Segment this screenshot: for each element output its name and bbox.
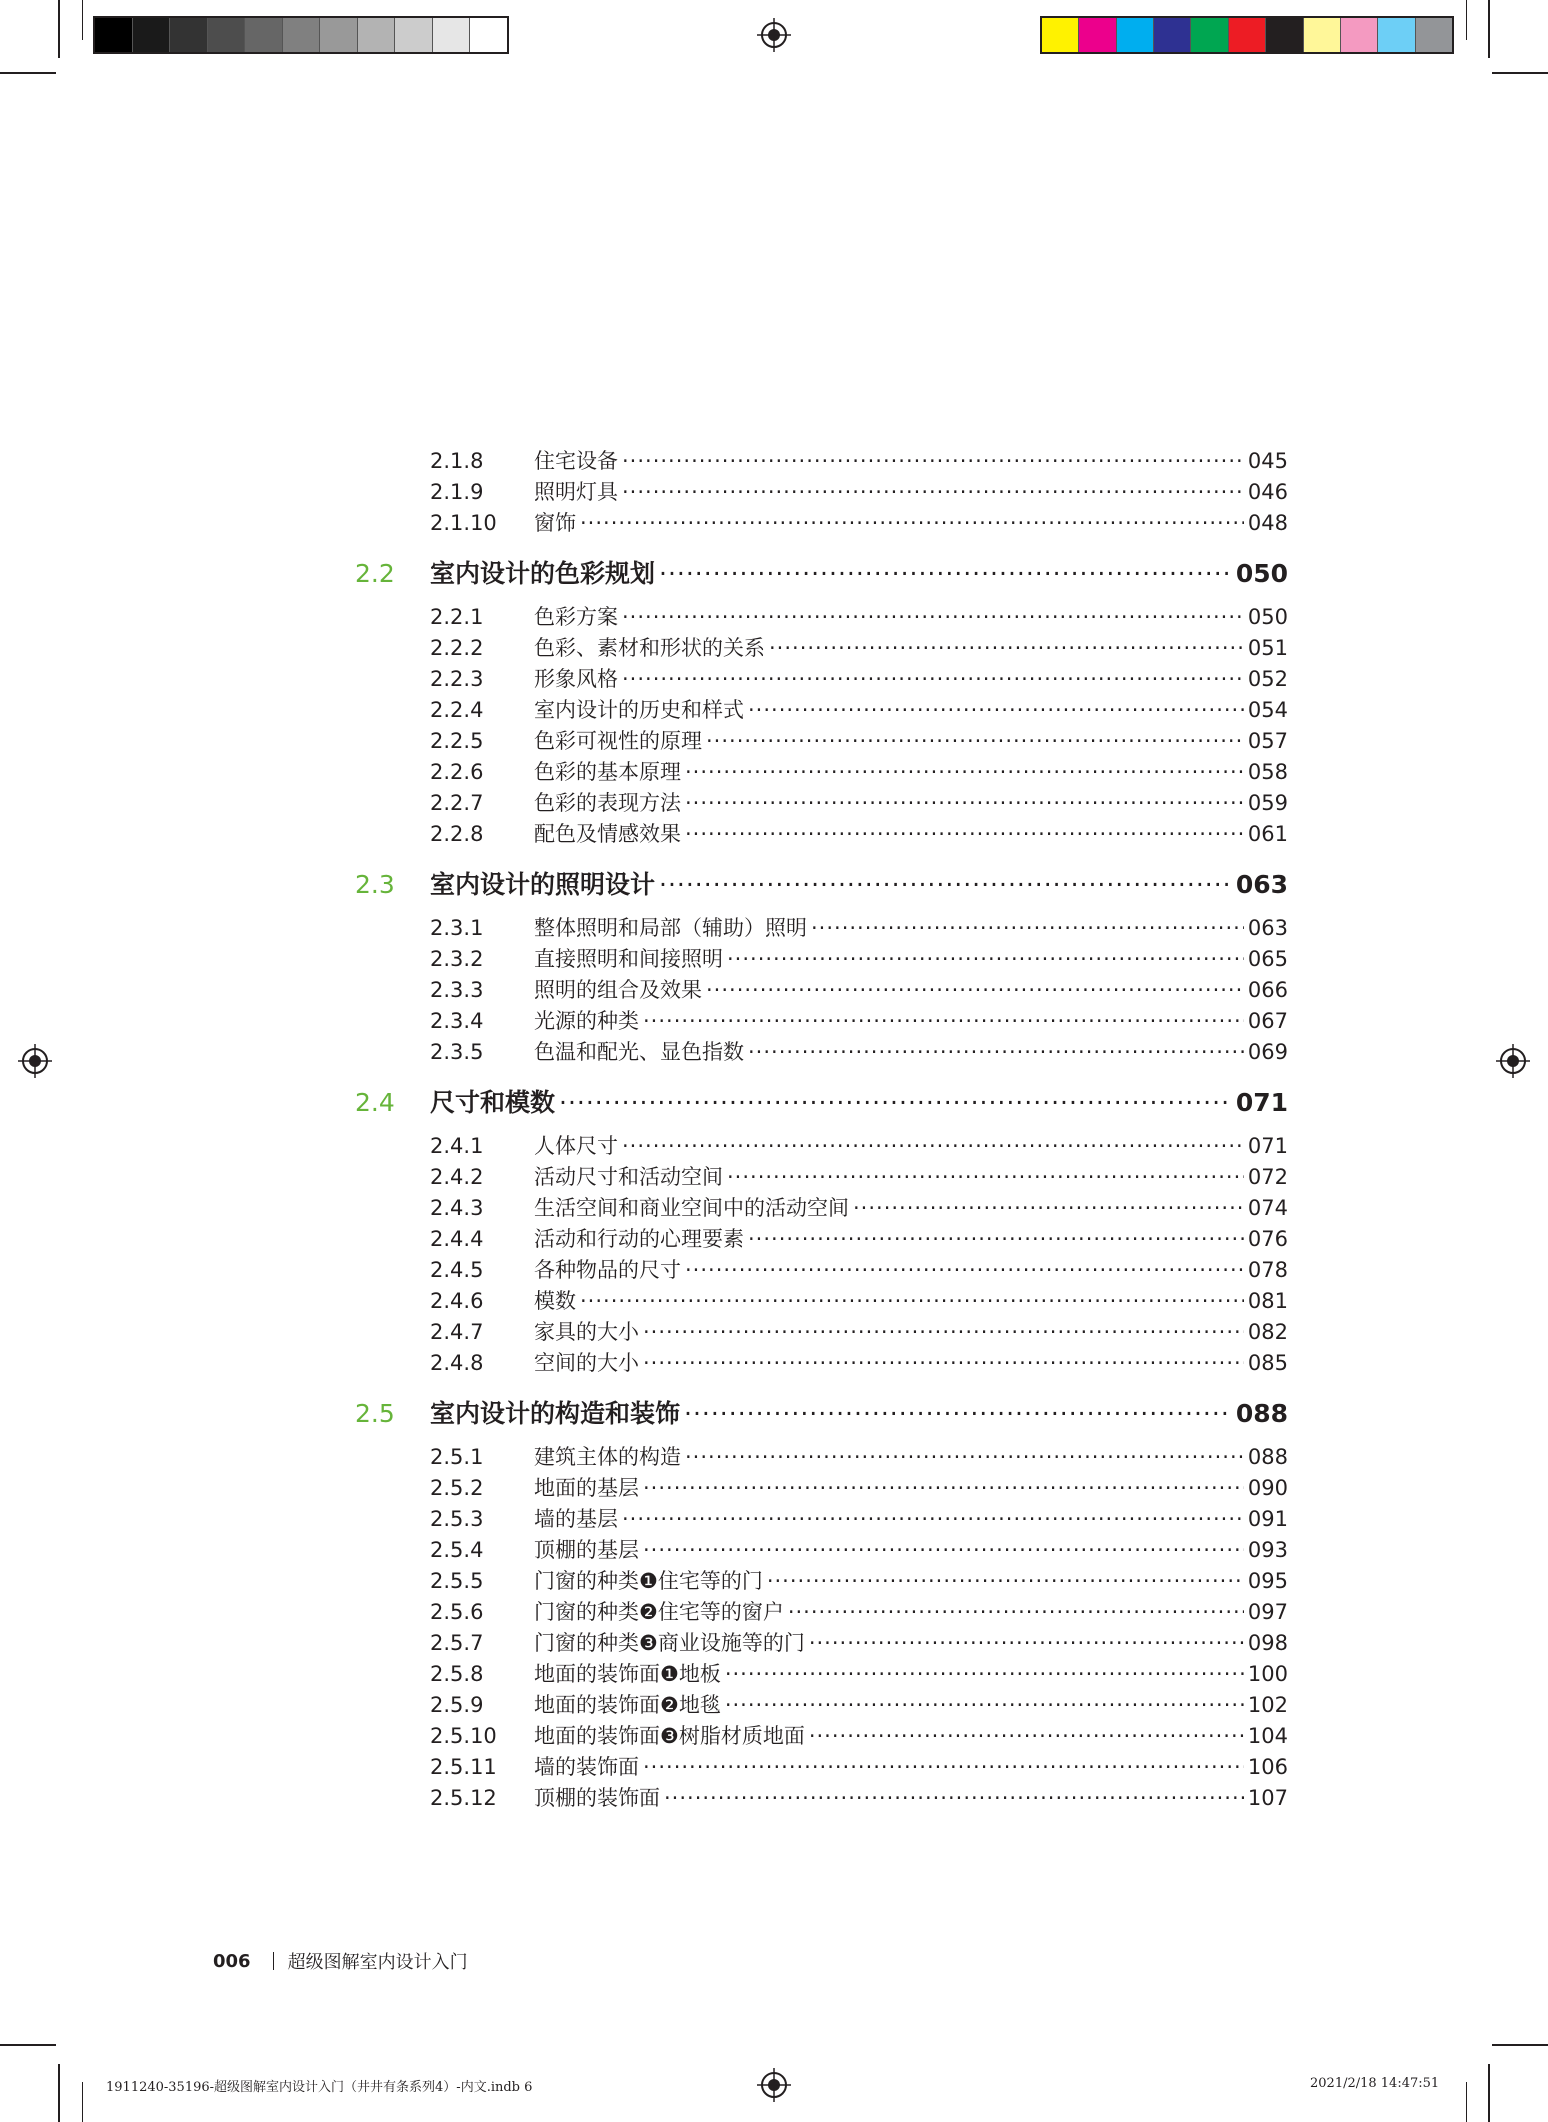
registration-mark-left-icon <box>18 1044 52 1078</box>
toc-entry-title: 地面的装饰面❶地板 <box>534 1662 721 1686</box>
toc-entry-number: 2.5.12 <box>430 1786 497 1810</box>
toc-page-number: 065 <box>1247 947 1288 971</box>
toc-entry-row <box>430 975 1288 1006</box>
toc-leader-dots <box>706 975 1244 1006</box>
toc-entry-title: 色彩的基本原理 <box>534 760 681 784</box>
toc-entry-number: 2.5.11 <box>430 1755 497 1779</box>
gray-swatch <box>208 18 246 52</box>
toc-leader-dots <box>767 1566 1244 1597</box>
gray-swatch <box>245 18 283 52</box>
toc-entry-number: 2.2.6 <box>430 760 484 784</box>
toc-page-number: 057 <box>1247 729 1288 753</box>
toc-entry-title: 色彩可视性的原理 <box>534 729 702 753</box>
gray-swatch <box>95 18 133 52</box>
toc-entry-row <box>430 1690 1288 1721</box>
registration-mark-right-icon <box>1496 1044 1530 1078</box>
toc-entry-title: 配色及情感效果 <box>534 822 681 846</box>
toc-leader-dots <box>685 1255 1244 1286</box>
toc-page-number: 054 <box>1247 698 1288 722</box>
toc-entry-title: 墙的基层 <box>534 1507 618 1531</box>
toc-entry-title: 空间的大小 <box>534 1351 639 1375</box>
toc-entry-title: 生活空间和商业空间中的活动空间 <box>534 1196 849 1220</box>
toc-entry-number: 2.5.1 <box>430 1445 484 1469</box>
toc-page-number: 074 <box>1247 1196 1288 1220</box>
toc-entry-number: 2.2.8 <box>430 822 484 846</box>
toc-page-number: 069 <box>1247 1040 1288 1064</box>
toc-entry-number: 2.4.3 <box>430 1196 484 1220</box>
toc-page-number: 095 <box>1247 1569 1288 1593</box>
toc-entry-title: 色彩、素材和形状的关系 <box>534 636 765 660</box>
toc-leader-dots <box>580 1286 1244 1317</box>
toc-page-number: 046 <box>1247 480 1288 504</box>
toc-page-number: 093 <box>1247 1538 1288 1562</box>
color-swatch <box>1117 18 1154 52</box>
toc-entry-title: 照明的组合及效果 <box>534 978 702 1002</box>
toc-page-number: 045 <box>1247 449 1288 473</box>
toc-leader-dots <box>559 1083 1232 1123</box>
toc-leader-dots <box>788 1597 1244 1628</box>
toc-entry-title: 建筑主体的构造 <box>534 1445 681 1469</box>
toc-section-row <box>355 554 1288 594</box>
toc-entry-row <box>430 602 1288 633</box>
toc-page-number: 107 <box>1247 1786 1288 1810</box>
toc-leader-dots <box>643 1348 1244 1379</box>
gray-swatch <box>358 18 396 52</box>
toc-page-number: 091 <box>1247 1507 1288 1531</box>
gray-swatch <box>283 18 321 52</box>
toc-entry-title: 顶棚的装饰面 <box>534 1786 660 1810</box>
toc-entry-row <box>430 508 1288 539</box>
toc-entry-number: 2.3.3 <box>430 978 484 1002</box>
toc-entry-number: 2.1.8 <box>430 449 484 473</box>
footer-page-number: 006 <box>213 1950 251 1972</box>
toc-entry-number: 2.3.2 <box>430 947 484 971</box>
toc-page-number: 050 <box>1235 559 1288 588</box>
toc-leader-dots <box>706 726 1244 757</box>
toc-entry-number: 2.4.8 <box>430 1351 484 1375</box>
toc-leader-dots <box>643 1006 1244 1037</box>
toc-entry-title: 直接照明和间接照明 <box>534 947 723 971</box>
toc-entry-row <box>430 1721 1288 1752</box>
toc-entry-number: 2.1.9 <box>430 480 484 504</box>
footer-divider <box>273 1952 274 1970</box>
toc-page-number: 066 <box>1247 978 1288 1002</box>
toc-leader-dots <box>748 1224 1244 1255</box>
footer-book-title: 超级图解室内设计入门 <box>287 1952 468 1973</box>
toc-entry-row <box>430 477 1288 508</box>
grayscale-color-bar <box>93 16 509 54</box>
toc-entry-number: 2.5.2 <box>430 1476 484 1500</box>
toc-page-number: 100 <box>1247 1662 1288 1686</box>
toc-entry-title: 窗饰 <box>534 511 576 535</box>
toc-section-number: 2.4 <box>355 1088 395 1117</box>
toc-entry-number: 2.2.4 <box>430 698 484 722</box>
toc-entry-number: 2.5.10 <box>430 1724 497 1748</box>
toc-entry-row <box>430 913 1288 944</box>
toc-page-number: 067 <box>1247 1009 1288 1033</box>
toc-entry-row <box>430 1037 1288 1068</box>
toc-entry-row <box>430 788 1288 819</box>
color-swatch <box>1341 18 1378 52</box>
toc-entry-row <box>430 1131 1288 1162</box>
toc-leader-dots <box>622 602 1244 633</box>
toc-entry-number: 2.4.5 <box>430 1258 484 1282</box>
process-color-bar <box>1040 16 1454 54</box>
slug-file-name: 1911240-35196-超级图解室内设计入门（井井有条系列4）-内文.indb 6 <box>106 2080 533 2095</box>
color-swatch <box>1191 18 1228 52</box>
slug-datetime: 2021/2/18 14:47:51 <box>1310 2076 1440 2091</box>
toc-entry-title: 门窗的种类❷住宅等的窗户 <box>534 1600 784 1624</box>
toc-entry-title: 各种物品的尺寸 <box>534 1258 681 1282</box>
gray-swatch <box>395 18 433 52</box>
toc-entry-number: 2.5.6 <box>430 1600 484 1624</box>
toc-leader-dots <box>853 1193 1244 1224</box>
toc-leader-dots <box>643 1752 1244 1783</box>
toc-entry-row <box>430 1628 1288 1659</box>
color-swatch <box>1378 18 1415 52</box>
toc-entry-row <box>430 695 1288 726</box>
toc-entry-row <box>430 726 1288 757</box>
color-swatch <box>1304 18 1341 52</box>
toc-leader-dots <box>622 477 1244 508</box>
toc-leader-dots <box>622 1504 1244 1535</box>
toc-page-number: 051 <box>1247 636 1288 660</box>
toc-entry-number: 2.5.3 <box>430 1507 484 1531</box>
toc-entry-title: 光源的种类 <box>534 1009 639 1033</box>
toc-entry-number: 2.5.7 <box>430 1631 484 1655</box>
toc-page-number: 063 <box>1247 916 1288 940</box>
toc-leader-dots <box>643 1317 1244 1348</box>
toc-leader-dots <box>659 554 1232 594</box>
toc-section-number: 2.2 <box>355 559 395 588</box>
toc-leader-dots <box>622 664 1244 695</box>
toc-entry-number: 2.5.5 <box>430 1569 484 1593</box>
toc-entry-number: 2.2.5 <box>430 729 484 753</box>
toc-entry-row <box>430 1224 1288 1255</box>
toc-entry-row <box>430 1255 1288 1286</box>
toc-entry-number: 2.4.7 <box>430 1320 484 1344</box>
toc-entry-title: 地面的装饰面❸树脂材质地面 <box>534 1724 805 1748</box>
toc-page-number: 059 <box>1247 791 1288 815</box>
toc-entry-title: 地面的基层 <box>534 1476 639 1500</box>
toc-leader-dots <box>727 944 1244 975</box>
toc-section-title: 室内设计的色彩规划 <box>430 559 656 588</box>
toc-page-number: 063 <box>1235 870 1288 899</box>
toc-entry-number: 2.2.7 <box>430 791 484 815</box>
toc-entry-row <box>430 1659 1288 1690</box>
toc-entry-title: 照明灯具 <box>534 480 618 504</box>
color-swatch <box>1042 18 1079 52</box>
toc-entry-title: 地面的装饰面❷地毯 <box>534 1693 721 1717</box>
gray-swatch <box>133 18 171 52</box>
toc-page-number: 058 <box>1247 760 1288 784</box>
toc-leader-dots <box>685 819 1244 850</box>
toc-section-title: 室内设计的构造和装饰 <box>430 1399 681 1428</box>
toc-section-row <box>355 1083 1288 1123</box>
toc-entry-title: 整体照明和局部（辅助）照明 <box>534 916 807 940</box>
toc-leader-dots <box>684 1394 1232 1434</box>
toc-page-number: 050 <box>1247 605 1288 629</box>
toc-entry-number: 2.4.2 <box>430 1165 484 1189</box>
toc-entry-row <box>430 819 1288 850</box>
toc-page-number: 097 <box>1247 1600 1288 1624</box>
toc-leader-dots <box>685 757 1244 788</box>
gray-swatch <box>470 18 507 52</box>
toc-entry-number: 2.2.1 <box>430 605 484 629</box>
toc-page-number: 076 <box>1247 1227 1288 1251</box>
toc-entry-row <box>430 1006 1288 1037</box>
toc-leader-dots <box>725 1659 1244 1690</box>
toc-leader-dots <box>664 1783 1244 1814</box>
toc-entry-row <box>430 1348 1288 1379</box>
toc-page-number: 081 <box>1247 1289 1288 1313</box>
toc-leader-dots <box>809 1628 1244 1659</box>
toc-page-number: 104 <box>1247 1724 1288 1748</box>
toc-entry-title: 色温和配光、显色指数 <box>534 1040 744 1064</box>
toc-page-number: 090 <box>1247 1476 1288 1500</box>
toc-page-number: 098 <box>1247 1631 1288 1655</box>
toc-entry-title: 活动和行动的心理要素 <box>534 1227 744 1251</box>
gray-swatch <box>170 18 208 52</box>
gray-swatch <box>320 18 358 52</box>
toc-page-number: 088 <box>1235 1399 1288 1428</box>
toc-entry-number: 2.4.6 <box>430 1289 484 1313</box>
registration-mark-bottom-icon <box>757 2068 791 2102</box>
toc-entry-title: 家具的大小 <box>534 1320 639 1344</box>
toc-leader-dots <box>727 1162 1244 1193</box>
toc-entry-row <box>430 1317 1288 1348</box>
toc-entry-title: 室内设计的历史和样式 <box>534 698 744 722</box>
toc-leader-dots <box>769 633 1244 664</box>
toc-entry-row <box>430 1752 1288 1783</box>
toc-entry-row <box>430 664 1288 695</box>
toc-entry-row <box>430 1442 1288 1473</box>
toc-page-number: 088 <box>1247 1445 1288 1469</box>
toc-entry-row <box>430 1783 1288 1814</box>
toc-section-number: 2.5 <box>355 1399 395 1428</box>
toc-section-title: 室内设计的照明设计 <box>430 870 656 899</box>
toc-entry-title: 形象风格 <box>534 667 618 691</box>
toc-leader-dots <box>811 913 1244 944</box>
toc-entry-number: 2.3.5 <box>430 1040 484 1064</box>
toc-leader-dots <box>725 1690 1244 1721</box>
toc-page-number: 082 <box>1247 1320 1288 1344</box>
toc-section-row <box>355 865 1288 905</box>
toc-entry-title: 门窗的种类❶住宅等的门 <box>534 1569 763 1593</box>
toc-leader-dots <box>685 1442 1244 1473</box>
toc-entry-title: 色彩的表现方法 <box>534 791 681 815</box>
toc-entry-title: 墙的装饰面 <box>534 1755 639 1779</box>
toc-leader-dots <box>685 788 1244 819</box>
toc-page-number: 048 <box>1247 511 1288 535</box>
toc-entry-row <box>430 944 1288 975</box>
toc-leader-dots <box>659 865 1232 905</box>
toc-entry-title: 顶棚的基层 <box>534 1538 639 1562</box>
toc-entry-row <box>430 446 1288 477</box>
toc-page-number: 085 <box>1247 1351 1288 1375</box>
toc-leader-dots <box>809 1721 1244 1752</box>
toc-entry-title: 活动尺寸和活动空间 <box>534 1165 723 1189</box>
toc-leader-dots <box>643 1473 1244 1504</box>
toc-page-number: 061 <box>1247 822 1288 846</box>
toc-entry-row <box>430 1566 1288 1597</box>
toc-entry-number: 2.3.1 <box>430 916 484 940</box>
toc-entry-row <box>430 1535 1288 1566</box>
toc-leader-dots <box>748 1037 1244 1068</box>
toc-entry-number: 2.4.4 <box>430 1227 484 1251</box>
gray-swatch <box>433 18 471 52</box>
toc-entry-row <box>430 1504 1288 1535</box>
toc-entry-row <box>430 1162 1288 1193</box>
toc-page-number: 106 <box>1247 1755 1288 1779</box>
toc-entry-number: 2.4.1 <box>430 1134 484 1158</box>
toc-page-number: 052 <box>1247 667 1288 691</box>
toc-entry-title: 门窗的种类❸商业设施等的门 <box>534 1631 805 1655</box>
toc-entry-row <box>430 757 1288 788</box>
toc-entry-number: 2.5.9 <box>430 1693 484 1717</box>
toc-leader-dots <box>643 1535 1244 1566</box>
toc-leader-dots <box>622 1131 1244 1162</box>
toc-entry-number: 2.2.3 <box>430 667 484 691</box>
registration-mark-top-icon <box>757 18 791 52</box>
color-swatch <box>1229 18 1266 52</box>
toc-leader-dots <box>580 508 1244 539</box>
toc-entry-number: 2.5.8 <box>430 1662 484 1686</box>
toc-leader-dots <box>748 695 1244 726</box>
toc-entry-title: 住宅设备 <box>534 449 618 473</box>
toc-section-row <box>355 1394 1288 1434</box>
toc-entry-number: 2.2.2 <box>430 636 484 660</box>
toc-page-number: 078 <box>1247 1258 1288 1282</box>
toc-entry-row <box>430 1193 1288 1224</box>
toc-entry-row <box>430 633 1288 664</box>
toc-entry-number: 2.3.4 <box>430 1009 484 1033</box>
toc-entry-number: 2.5.4 <box>430 1538 484 1562</box>
color-swatch <box>1079 18 1116 52</box>
color-swatch <box>1154 18 1191 52</box>
toc-entry-title: 模数 <box>534 1289 576 1313</box>
toc-page-number: 071 <box>1247 1134 1288 1158</box>
toc-entry-title: 人体尺寸 <box>534 1134 618 1158</box>
toc-entry-row <box>430 1473 1288 1504</box>
toc-section-number: 2.3 <box>355 870 395 899</box>
toc-entry-row <box>430 1597 1288 1628</box>
toc-page-number: 072 <box>1247 1165 1288 1189</box>
color-swatch <box>1266 18 1303 52</box>
color-swatch <box>1416 18 1452 52</box>
page-footer <box>213 1948 468 1974</box>
toc-page-number: 102 <box>1247 1693 1288 1717</box>
toc-entry-row <box>430 1286 1288 1317</box>
toc-page-number: 071 <box>1235 1088 1288 1117</box>
toc-entry-title: 色彩方案 <box>534 605 618 629</box>
toc-entry-number: 2.1.10 <box>430 511 497 535</box>
toc-leader-dots <box>622 446 1244 477</box>
toc-section-title: 尺寸和模数 <box>430 1088 556 1117</box>
